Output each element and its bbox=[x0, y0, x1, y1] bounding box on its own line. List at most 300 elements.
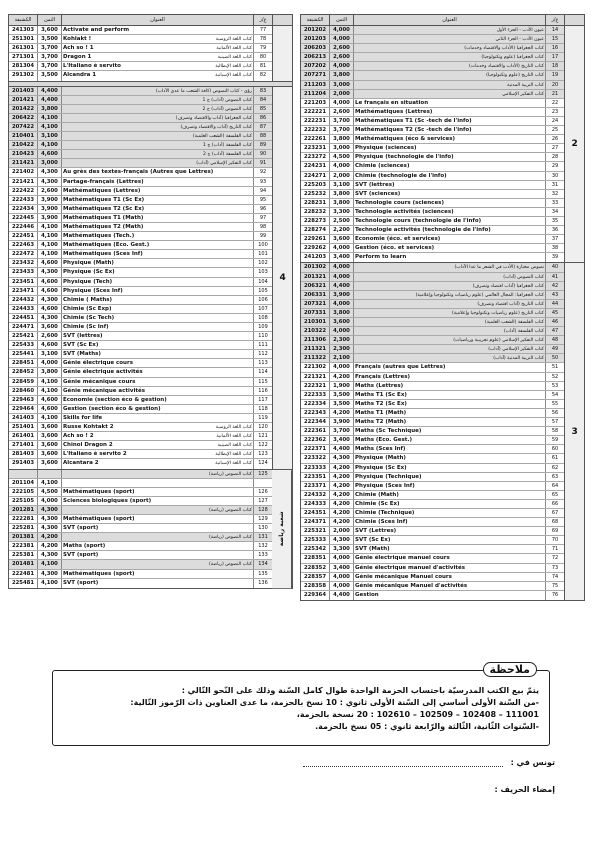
row-number: 51 bbox=[545, 363, 564, 371]
table-row bbox=[9, 26, 272, 35]
book-price: 4,100 bbox=[37, 387, 61, 395]
book-title: Chimie (Technique) bbox=[353, 509, 545, 517]
table-row bbox=[301, 199, 564, 208]
book-subtitle-ar: كتاب اللغة الروسية bbox=[215, 37, 252, 43]
table-row bbox=[301, 273, 564, 282]
book-title: Gestion bbox=[353, 591, 545, 600]
table-row bbox=[9, 35, 272, 44]
level-label bbox=[272, 26, 292, 81]
table-row bbox=[301, 500, 564, 509]
header-level bbox=[272, 15, 292, 25]
book-code: 229463 bbox=[11, 396, 35, 403]
book-code: 207271 bbox=[303, 72, 327, 79]
table-row bbox=[9, 524, 272, 533]
book-title: Activate and perform bbox=[61, 26, 253, 34]
book-price: 4,300 bbox=[37, 168, 61, 176]
book-title: Mathématiques (Sces Inf) bbox=[61, 250, 253, 258]
book-title: كتاب الفلسفة (الشعب العلمية) bbox=[353, 318, 545, 326]
row-number: 80 bbox=[253, 53, 272, 61]
table-row bbox=[301, 244, 564, 253]
row-number: 73 bbox=[545, 564, 564, 572]
row-number: 42 bbox=[545, 282, 564, 290]
book-code: 229261 bbox=[303, 236, 327, 243]
book-title: Maths (Sces Inf) bbox=[353, 445, 545, 453]
book-code: 222334 bbox=[303, 400, 327, 407]
book-title: Maths (Eco. Gest.) bbox=[353, 436, 545, 444]
table-row bbox=[301, 208, 564, 217]
book-title: Génie mécanique Manuel cours bbox=[353, 573, 545, 581]
catalog-table-right bbox=[300, 14, 585, 601]
row-number: 112 bbox=[253, 350, 272, 358]
row-number: 120 bbox=[253, 423, 272, 431]
book-title: SVT (lettres) bbox=[61, 332, 253, 340]
book-code: 291403 bbox=[11, 460, 35, 467]
book-code: 228352 bbox=[303, 564, 327, 571]
book-price: 3,600 bbox=[37, 450, 61, 458]
table-row bbox=[9, 560, 272, 569]
book-code: 228231 bbox=[303, 199, 327, 206]
table-row bbox=[9, 423, 272, 432]
book-title: Perform to learn bbox=[353, 253, 545, 262]
row-number: 48 bbox=[545, 336, 564, 344]
book-price: 4,000 bbox=[329, 26, 353, 34]
book-title: Physique (Technique) bbox=[353, 473, 545, 481]
book-code: 222105 bbox=[11, 488, 35, 495]
table-row bbox=[9, 405, 272, 414]
book-code: 222472 bbox=[11, 251, 35, 258]
note-line: -السّنوات الثّانية، الثّالثة والرّابعة ثانوي : 05 نسخ بالحزمة. bbox=[315, 722, 539, 731]
book-price: 2,600 bbox=[37, 332, 61, 340]
book-title: Génie mécanique cours bbox=[61, 378, 253, 386]
book-code: 221203 bbox=[303, 99, 327, 106]
header-num: ع/ر bbox=[545, 15, 564, 25]
book-code: 229464 bbox=[11, 405, 35, 412]
book-price: 4,000 bbox=[329, 327, 353, 335]
book-code: 211203 bbox=[303, 81, 327, 88]
book-title: Chimie (Sces Inf) bbox=[353, 518, 545, 526]
book-price: 3,700 bbox=[37, 62, 61, 70]
book-title: كتاب التاريخ (الأداب والاقتصاد وخدمات) bbox=[353, 62, 545, 70]
book-code: 211306 bbox=[303, 337, 327, 344]
book-title bbox=[61, 459, 253, 468]
book-code: 201321 bbox=[303, 273, 327, 280]
table-row bbox=[301, 235, 564, 244]
book-price: 4,200 bbox=[329, 500, 353, 508]
book-title: عيون الأدب - الجزء الثاني bbox=[353, 35, 545, 43]
book-price: 4,000 bbox=[329, 554, 353, 562]
row-number: 132 bbox=[253, 542, 272, 550]
row-number: 99 bbox=[253, 232, 272, 240]
book-price: 3,600 bbox=[329, 235, 353, 243]
level-group bbox=[301, 263, 584, 599]
table-row bbox=[301, 253, 564, 262]
table-row bbox=[301, 473, 564, 482]
book-price: 3,400 bbox=[329, 436, 353, 444]
row-number: 121 bbox=[253, 432, 272, 440]
row-number: 49 bbox=[545, 345, 564, 353]
table-row bbox=[301, 153, 564, 162]
book-title: Physique (Sces Inf) bbox=[353, 482, 545, 490]
book-title: رؤى - كتاب النصوص (كافة الشعب ما عدى الآداب) bbox=[61, 87, 253, 95]
book-price: 4,000 bbox=[37, 359, 61, 367]
book-code: 228452 bbox=[11, 369, 35, 376]
book-title: Physique (Sces Inf) bbox=[61, 287, 253, 295]
book-title: Physique (Math) bbox=[353, 454, 545, 462]
book-title: Chimie (technologie de l'info) bbox=[353, 172, 545, 180]
book-title: Physique (technologie de l'info) bbox=[353, 153, 545, 161]
row-number: 30 bbox=[545, 172, 564, 180]
row-number: 85 bbox=[253, 105, 272, 113]
book-price: 4,600 bbox=[37, 287, 61, 295]
row-number: 72 bbox=[545, 554, 564, 562]
book-price: 4,100 bbox=[37, 560, 61, 568]
book-code: 221302 bbox=[303, 364, 327, 371]
table-row bbox=[301, 282, 564, 291]
book-price: 3,000 bbox=[329, 81, 353, 89]
row-number: 105 bbox=[253, 287, 272, 295]
book-title: Génie électrique cours bbox=[61, 359, 253, 367]
level-label: 4 bbox=[272, 87, 292, 469]
row-number: 40 bbox=[545, 263, 564, 271]
table-row bbox=[301, 309, 564, 318]
book-title: كتاب النصوص (رياضة) bbox=[61, 470, 253, 478]
table-row bbox=[301, 345, 564, 354]
book-code: 222434 bbox=[11, 205, 35, 212]
row-number: 130 bbox=[253, 524, 272, 532]
table-row bbox=[9, 232, 272, 241]
book-code: 201104 bbox=[11, 479, 35, 486]
row-number: 128 bbox=[253, 506, 272, 514]
book-title: Mathématiques (sport) bbox=[61, 570, 253, 578]
table-row bbox=[9, 432, 272, 441]
book-code: 222451 bbox=[11, 233, 35, 240]
row-number: 39 bbox=[545, 253, 564, 262]
row-number: 124 bbox=[253, 459, 272, 468]
book-code: 201381 bbox=[11, 534, 35, 541]
level-group bbox=[301, 26, 584, 263]
book-subtitle-ar: كتاب اللغة الإيطالية bbox=[215, 452, 252, 458]
book-code: 271301 bbox=[11, 54, 35, 61]
book-price: 3,600 bbox=[37, 323, 61, 331]
row-number: 24 bbox=[545, 117, 564, 125]
book-price: 3,300 bbox=[329, 545, 353, 553]
table-row bbox=[9, 387, 272, 396]
book-code: 224451 bbox=[11, 314, 35, 321]
book-title: Génie mécanique activités bbox=[61, 387, 253, 395]
book-price: 3,500 bbox=[37, 35, 61, 43]
book-price: 3,900 bbox=[329, 418, 353, 426]
row-number: 97 bbox=[253, 214, 272, 222]
table-row bbox=[301, 336, 564, 345]
book-code: 222362 bbox=[303, 437, 327, 444]
row-number: 55 bbox=[545, 400, 564, 408]
book-code: 225433 bbox=[11, 342, 35, 349]
row-number: 115 bbox=[253, 378, 272, 386]
table-row bbox=[9, 114, 272, 123]
table-row bbox=[301, 162, 564, 171]
book-price: 4,100 bbox=[37, 123, 61, 131]
table-row bbox=[301, 291, 564, 300]
book-title: Mathématiques (Eco. Gest.) bbox=[61, 241, 253, 249]
book-title: Chimie (Sc Tech) bbox=[61, 314, 253, 322]
row-number: 104 bbox=[253, 278, 272, 286]
book-code: 223371 bbox=[303, 482, 327, 489]
header-level bbox=[564, 15, 584, 25]
book-price: 3,500 bbox=[329, 391, 353, 399]
row-number: 68 bbox=[545, 518, 564, 526]
book-title: كتاب التاريخ (آداب والاقتصاد وتصرف) bbox=[61, 123, 253, 131]
row-number: 131 bbox=[253, 533, 272, 541]
book-price: 4,200 bbox=[329, 473, 353, 481]
note-box bbox=[52, 663, 550, 746]
book-code: 201202 bbox=[303, 27, 327, 33]
book-title: Génie mécanique Manuel d'activités bbox=[353, 582, 545, 590]
table-body bbox=[301, 26, 584, 600]
note-line: يتمّ بيع الكتب المدرسيّة باحتساب الحزمة الواحدة طوال كامل السّنة وذلك على النّحو التّالي : bbox=[181, 686, 539, 695]
row-number: 136 bbox=[253, 579, 272, 588]
row-number: 76 bbox=[545, 591, 564, 600]
book-title bbox=[61, 479, 253, 487]
table-header bbox=[301, 15, 584, 26]
row-number: 135 bbox=[253, 570, 272, 578]
book-code: 224231 bbox=[303, 163, 327, 170]
row-number: 37 bbox=[545, 235, 564, 243]
row-number: 114 bbox=[253, 368, 272, 376]
book-title: Génie électrique manuel d'activités bbox=[353, 564, 545, 572]
book-price: 2,600 bbox=[329, 108, 353, 116]
book-code: 211322 bbox=[303, 355, 327, 362]
book-title: Chimie (sciences) bbox=[353, 162, 545, 170]
table-row bbox=[9, 378, 272, 387]
book-price: 3,800 bbox=[37, 105, 61, 113]
book-title: كتاب الفلسفة (آداب) ج 1 bbox=[61, 141, 253, 149]
book-code: 222463 bbox=[11, 242, 35, 249]
book-code: 221421 bbox=[11, 178, 35, 185]
book-price: 3,800 bbox=[37, 368, 61, 376]
table-row bbox=[301, 172, 564, 181]
book-price: 4,200 bbox=[329, 464, 353, 472]
book-price: 4,000 bbox=[329, 244, 353, 252]
book-title: L'Italiano è servito bbox=[63, 63, 121, 70]
book-subtitle-ar: كتاب اللغة الصينية bbox=[217, 55, 252, 61]
book-price: 3,600 bbox=[329, 318, 353, 326]
row-number: 46 bbox=[545, 318, 564, 326]
row-number: 88 bbox=[253, 132, 272, 140]
book-price: 2,200 bbox=[329, 226, 353, 234]
table-row bbox=[301, 554, 564, 563]
book-price: 4,100 bbox=[37, 479, 61, 487]
book-price: 4,100 bbox=[37, 223, 61, 231]
table-row bbox=[301, 26, 564, 35]
row-number: 108 bbox=[253, 314, 272, 322]
book-price: 4,400 bbox=[329, 445, 353, 453]
book-code: 201281 bbox=[11, 506, 35, 513]
table-row bbox=[301, 382, 564, 391]
table-row bbox=[301, 582, 564, 591]
book-title: Alcandra 1 bbox=[63, 72, 97, 79]
book-title: Physique (Math) bbox=[61, 259, 253, 267]
book-title: Technologie activités (sciences) bbox=[353, 208, 545, 216]
row-number: 92 bbox=[253, 168, 272, 176]
book-price: 4,000 bbox=[329, 263, 353, 271]
table-row bbox=[9, 323, 272, 332]
table-row bbox=[9, 178, 272, 187]
book-price: 4,600 bbox=[37, 259, 61, 267]
table-row bbox=[301, 427, 564, 436]
table-row bbox=[9, 488, 272, 497]
table-row bbox=[9, 141, 272, 150]
book-title: كتاب النصوص (آداب) ج 2 bbox=[61, 105, 253, 113]
book-code: 229262 bbox=[303, 245, 327, 252]
book-price: 3,400 bbox=[329, 564, 353, 572]
table-row bbox=[9, 305, 272, 314]
table-row bbox=[301, 591, 564, 600]
book-price: 4,300 bbox=[37, 524, 61, 532]
book-price: 3,500 bbox=[37, 71, 61, 80]
book-code: 225105 bbox=[11, 497, 35, 504]
book-title: L'Italiano è servito 2 bbox=[63, 451, 127, 458]
book-title: Maths (Sc Technique) bbox=[353, 427, 545, 435]
row-number: 118 bbox=[253, 405, 272, 413]
table-row bbox=[301, 436, 564, 445]
book-code: 228232 bbox=[303, 208, 327, 215]
table-row bbox=[9, 168, 272, 177]
book-price: 4,000 bbox=[329, 582, 353, 590]
book-code: 210401 bbox=[11, 133, 35, 140]
book-price: 3,800 bbox=[329, 190, 353, 198]
level-label: 2 bbox=[564, 26, 584, 262]
row-number: 102 bbox=[253, 259, 272, 267]
book-title: كتاب التاريخ (علوم رياضيات وتكنولوجيا وإعلامية) bbox=[353, 309, 545, 317]
row-number: 71 bbox=[545, 545, 564, 553]
book-price: 3,600 bbox=[37, 459, 61, 468]
book-title: SVT (Maths) bbox=[61, 350, 253, 358]
book-price: 3,700 bbox=[37, 44, 61, 52]
book-price: 3,900 bbox=[37, 196, 61, 204]
row-number: 33 bbox=[545, 199, 564, 207]
book-code: 241203 bbox=[303, 254, 327, 261]
book-price: 3,800 bbox=[329, 71, 353, 79]
row-number: 36 bbox=[545, 226, 564, 234]
row-number: 38 bbox=[545, 244, 564, 252]
book-price: 4,300 bbox=[37, 268, 61, 276]
table-row bbox=[301, 445, 564, 454]
table-row bbox=[9, 196, 272, 205]
row-number: 116 bbox=[253, 387, 272, 395]
book-title: Kohlakt ! bbox=[63, 36, 92, 43]
book-price: 3,600 bbox=[37, 432, 61, 440]
book-title: Chimie (Sc Ex) bbox=[353, 500, 545, 508]
book-price: 4,100 bbox=[37, 579, 61, 588]
table-row bbox=[301, 144, 564, 153]
book-price: 4,400 bbox=[37, 87, 61, 95]
table-row bbox=[301, 126, 564, 135]
table-row bbox=[9, 479, 272, 488]
book-code: 291302 bbox=[11, 72, 35, 79]
row-number: 15 bbox=[545, 35, 564, 43]
table-row bbox=[9, 96, 272, 105]
book-code: 224371 bbox=[303, 519, 327, 526]
book-title: Russe Kohtakt 2 bbox=[63, 424, 114, 431]
book-code: 222422 bbox=[11, 187, 35, 194]
row-number: 14 bbox=[545, 26, 564, 34]
book-code: 224471 bbox=[11, 324, 35, 330]
row-number bbox=[253, 479, 272, 487]
table-row bbox=[9, 205, 272, 214]
book-price: 2,000 bbox=[329, 172, 353, 180]
book-code: 225281 bbox=[11, 525, 35, 532]
book-code: 228351 bbox=[303, 555, 327, 562]
book-title: Technologie cours (technologie de l'info) bbox=[353, 217, 545, 225]
book-code: 224432 bbox=[11, 296, 35, 303]
table-row bbox=[301, 545, 564, 554]
book-title: Mathématiques T1 (Sc Ex) bbox=[61, 196, 253, 204]
book-code: 225421 bbox=[11, 333, 35, 340]
book-price: 3,800 bbox=[329, 199, 353, 207]
book-title: Ach so ! 1 bbox=[63, 45, 94, 52]
row-number: 70 bbox=[545, 536, 564, 544]
book-code: 206422 bbox=[11, 114, 35, 121]
table-row bbox=[301, 35, 564, 44]
book-code: 228357 bbox=[303, 573, 327, 580]
book-price: 2,300 bbox=[329, 336, 353, 344]
table-body bbox=[9, 26, 292, 588]
book-title: Maths T1 (Math) bbox=[353, 409, 545, 417]
book-title: SVT (sport) bbox=[61, 579, 253, 588]
book-title: كتاب الفلسفة (آداب) ج 2 bbox=[61, 150, 253, 158]
table-row bbox=[301, 108, 564, 117]
table-row bbox=[301, 181, 564, 190]
table-row bbox=[9, 278, 272, 287]
book-code: 207331 bbox=[303, 309, 327, 316]
book-price: 4,300 bbox=[37, 178, 61, 186]
row-number: 75 bbox=[545, 582, 564, 590]
book-price: 2,600 bbox=[329, 44, 353, 52]
book-title bbox=[61, 423, 253, 431]
book-subtitle-ar: كتاب اللغة الصينية bbox=[217, 443, 252, 449]
row-number: 47 bbox=[545, 327, 564, 335]
book-code: 210322 bbox=[303, 328, 327, 335]
note-label: ملاحظة bbox=[483, 662, 537, 677]
book-code: 223231 bbox=[303, 145, 327, 152]
book-title: Maths T1 (Sc Ex) bbox=[353, 391, 545, 399]
header-price: الثمن bbox=[329, 15, 353, 25]
book-subtitle-ar: كتاب اللغة الروسية bbox=[215, 425, 252, 431]
place-date-field[interactable] bbox=[303, 759, 503, 767]
row-number: 123 bbox=[253, 450, 272, 458]
book-subtitle-ar: كتاب اللغة الإسبانية bbox=[215, 73, 252, 79]
book-price: 4,100 bbox=[37, 232, 61, 240]
book-price: 3,300 bbox=[329, 208, 353, 216]
table-row bbox=[9, 359, 272, 368]
row-number: 89 bbox=[253, 141, 272, 149]
book-title: كتاب التاريخ (علوم وتكنولوجيا) bbox=[353, 71, 545, 79]
book-code: 222221 bbox=[303, 108, 327, 115]
place-date-line bbox=[40, 758, 555, 767]
book-code: 225381 bbox=[11, 552, 35, 559]
row-number: 81 bbox=[253, 62, 272, 70]
place-date-label: تونس في : bbox=[510, 758, 555, 767]
table-row bbox=[9, 542, 272, 551]
book-price: 4,000 bbox=[329, 162, 353, 170]
book-price: 3,900 bbox=[37, 205, 61, 213]
row-number: 84 bbox=[253, 96, 272, 104]
book-price: 4,600 bbox=[37, 305, 61, 313]
table-row bbox=[301, 464, 564, 473]
book-title: Dragon 1 bbox=[63, 54, 92, 61]
book-code: 222371 bbox=[303, 446, 327, 453]
book-code: 225441 bbox=[11, 351, 35, 358]
